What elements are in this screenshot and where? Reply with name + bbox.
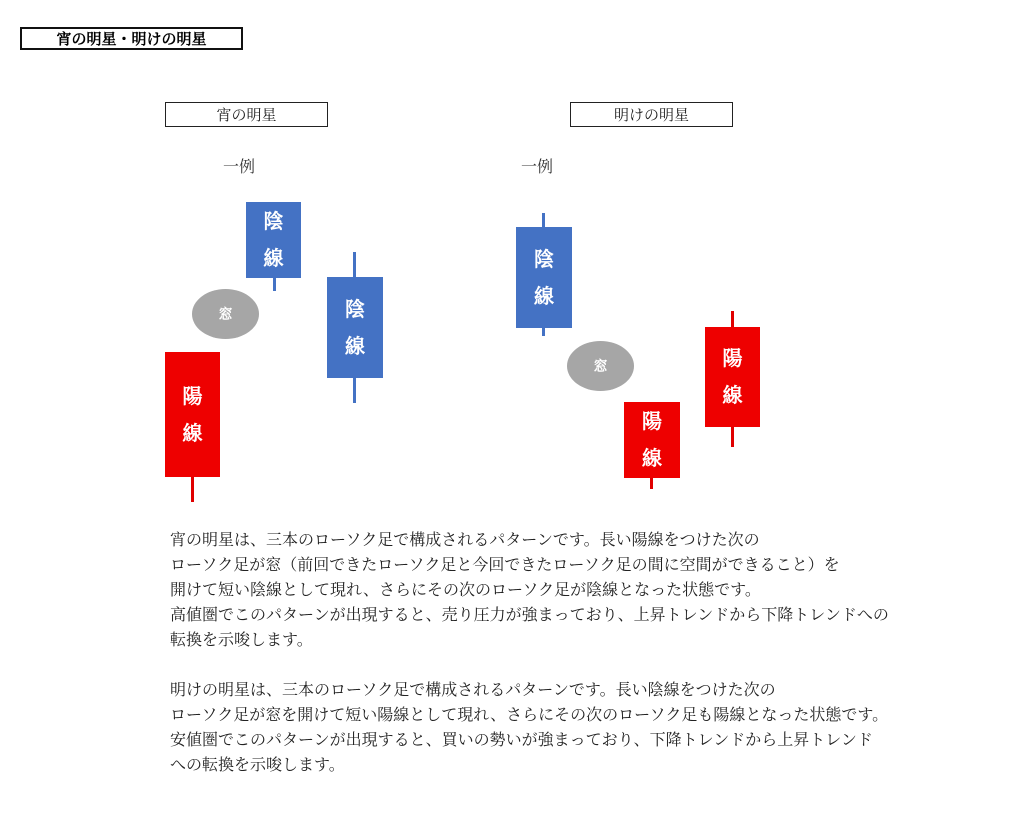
evening-desc-line: 開けて短い陰線として現れ、さらにその次のローソク足が陰線となった状態です。 xyxy=(170,580,761,599)
evening-desc-line: 高値圏でこのパターンが出現すると、売り圧力が強まっており、上昇トレンドから下降トレンドへの xyxy=(170,605,889,624)
page-title: 宵の明星・明けの明星 xyxy=(20,27,243,50)
evening-candle1-body xyxy=(165,352,220,477)
evening-candle2-char2: 線 xyxy=(263,246,284,270)
evening-candle1-char1: 陽 xyxy=(182,383,203,408)
morning-candle2-char1: 陽 xyxy=(642,409,662,433)
evening-star-example-label: 一例 xyxy=(223,157,256,176)
morning-desc-line: 明けの明星は、三本のローソク足で構成されるパターンです。長い陰線をつけた次の xyxy=(170,680,776,699)
evening-candle3-body xyxy=(327,277,383,378)
evening-candle3-char1: 陰 xyxy=(345,296,365,321)
morning-candle1-char1: 陰 xyxy=(534,246,554,271)
evening-star-label: 宵の明星 xyxy=(165,102,328,127)
morning-desc-line: 安値圏でこのパターンが出現すると、買いの勢いが強まっており、下降トレンドから上昇トレンド xyxy=(170,730,873,749)
morning-candle1-body xyxy=(516,227,572,328)
evening-candle2-body xyxy=(246,202,301,278)
morning-candle3-char2: 線 xyxy=(722,383,743,407)
morning-desc-line: ローソク足が窓を開けて短い陽線として現れ、さらにその次のローソク足も陽線となった状態です。 xyxy=(170,705,889,724)
morning-desc-line: への転換を示唆します。 xyxy=(170,755,345,774)
morning-gap-marker: 窓 xyxy=(567,341,634,391)
morning-candle3-char1: 陽 xyxy=(722,346,743,370)
evening-desc-line: 転換を示唆します。 xyxy=(170,630,313,649)
evening-desc-line: ローソク足が窓（前回できたローソク足と今回できたローソク足の間に空間ができること）を xyxy=(170,555,840,574)
morning-candle1-char2: 線 xyxy=(534,283,554,308)
morning-candle3-body xyxy=(705,327,760,427)
evening-candle1-char2: 線 xyxy=(182,420,203,445)
evening-candle2-char1: 陰 xyxy=(263,209,284,233)
morning-star-description xyxy=(170,677,888,777)
morning-candle2-char2: 線 xyxy=(642,446,662,470)
morning-star-label: 明けの明星 xyxy=(570,102,733,127)
evening-desc-line: 宵の明星は、三本のローソク足で構成されるパターンです。長い陽線をつけた次の xyxy=(170,530,760,549)
evening-star-description xyxy=(170,527,889,652)
evening-candle3-char2: 線 xyxy=(345,333,365,358)
morning-star-example-label: 一例 xyxy=(521,157,554,176)
morning-candle2-body xyxy=(624,402,680,478)
evening-gap-marker: 窓 xyxy=(192,289,259,339)
